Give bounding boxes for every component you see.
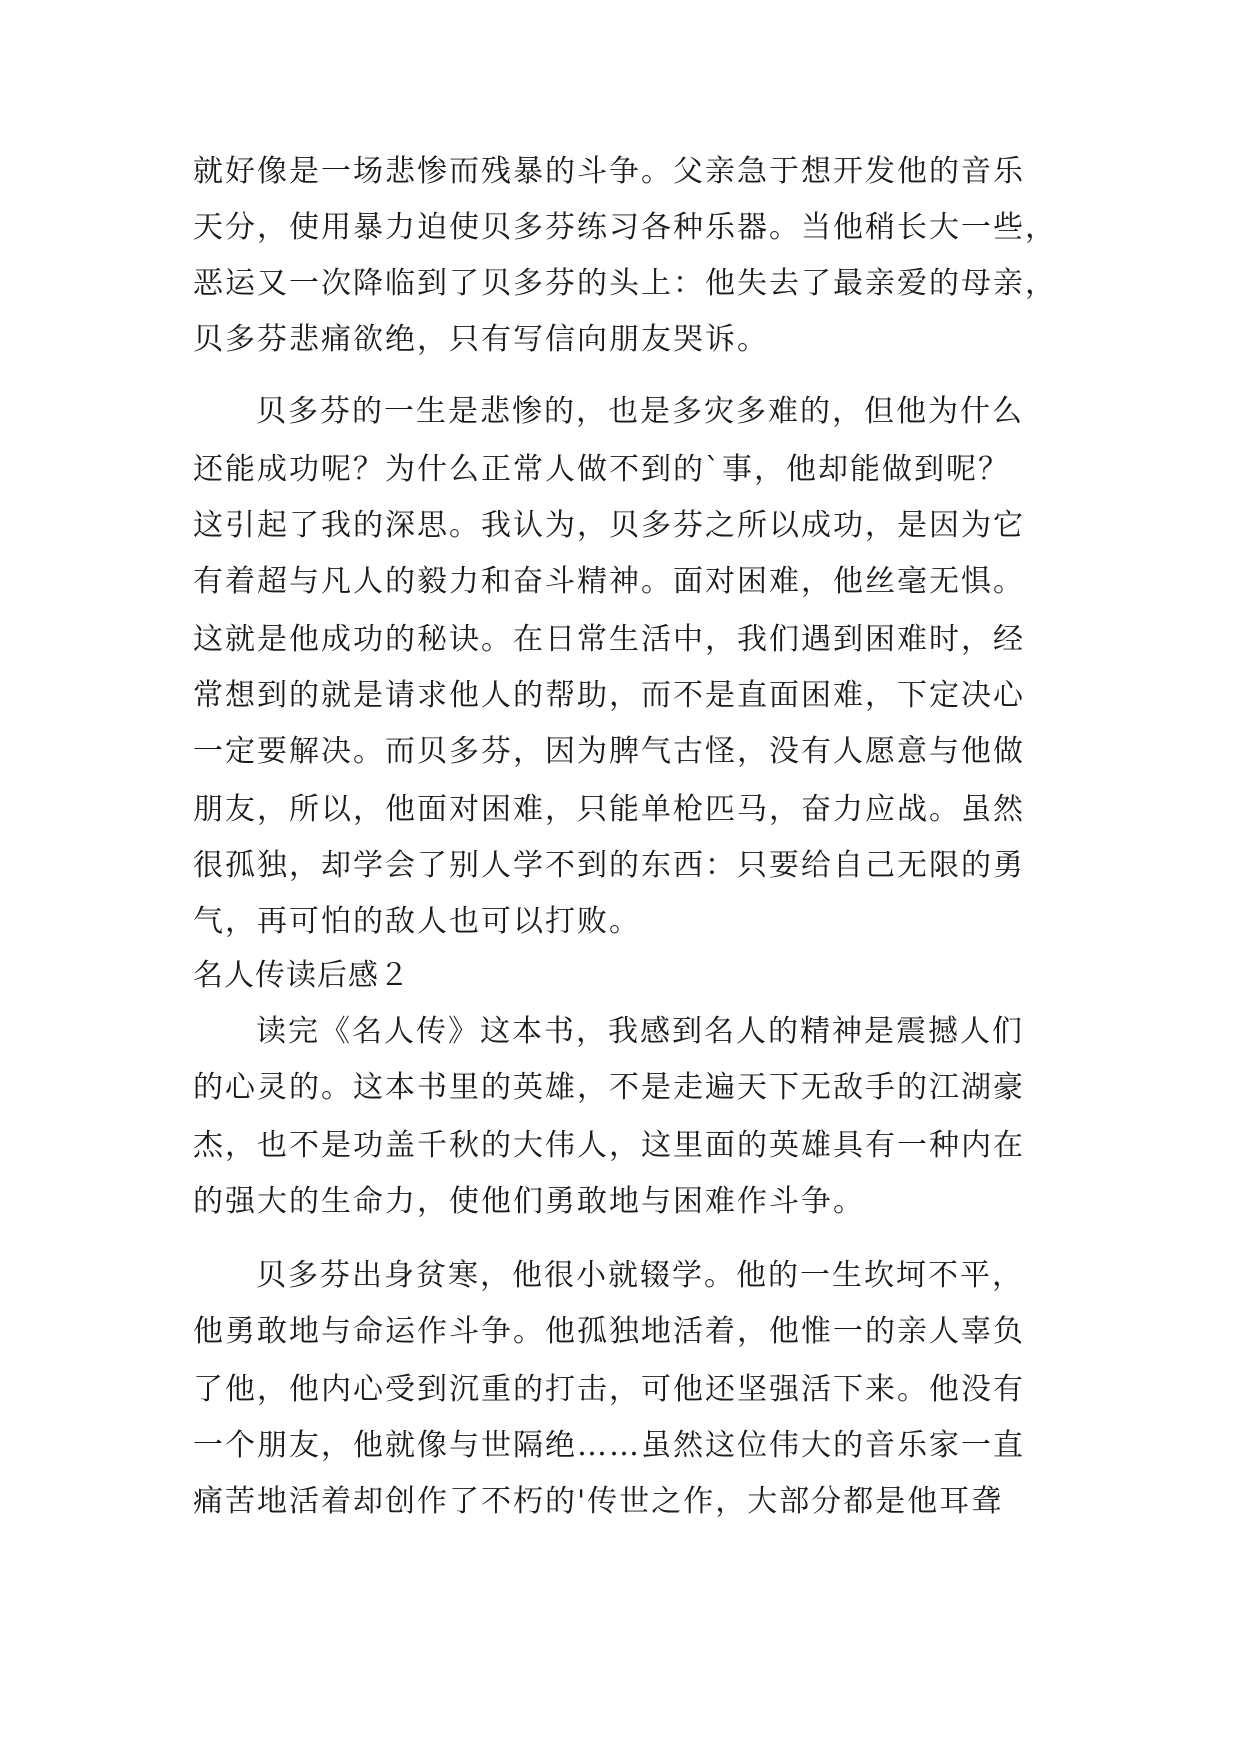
text-line: 气，再可怕的敌人也可以打败。 (193, 904, 641, 939)
text-line: 痛苦地活着却创作了不朽的'传世之作，大部分都是他耳聋 (193, 1484, 1004, 1519)
text-line: 杰，也不是功盖千秋的大伟人，这里面的英雄具有一种内在 (193, 1128, 1025, 1163)
text-line: 天分，使用暴力迫使贝多芬练习各种乐器。当他稍长大一些， (193, 210, 1057, 245)
text-line: 还能成功呢？为什么正常人做不到的`事，他却能做到呢？ (193, 452, 1010, 487)
text-line: 一定要解决。而贝多芬，因为脾气古怪，没有人愿意与他做 (193, 734, 1025, 769)
text-line: 恶运又一次降临到了贝多芬的头上：他失去了最亲爱的母亲， (193, 266, 1057, 301)
text-line: 的强大的生命力，使他们勇敢地与困难作斗争。 (193, 1184, 865, 1219)
text-line: 读完《名人传》这本书，我感到名人的精神是震撼人们 (256, 1014, 1024, 1049)
text-line: 一个朋友，他就像与世隔绝……虽然这位伟大的音乐家一直 (193, 1428, 1025, 1463)
section-heading: 名人传读后感２ (193, 958, 410, 993)
text-line: 了他，他内心受到沉重的打击，可他还坚强活下来。他没有 (193, 1372, 1025, 1407)
text-line: 的心灵的。这本书里的英雄，不是走遍天下无敌手的江湖豪 (193, 1070, 1025, 1105)
text-line: 贝多芬的一生是悲惨的，也是多灾多难的，但他为什么 (256, 394, 1024, 429)
text-line: 就好像是一场悲惨而残暴的斗争。父亲急于想开发他的音乐 (193, 154, 1025, 189)
text-line: 贝多芬悲痛欲绝，只有写信向朋友哭诉。 (193, 322, 769, 357)
text-line: 朋友，所以，他面对困难，只能单枪匹马，奋力应战。虽然 (193, 792, 1025, 827)
text-line: 他勇敢地与命运作斗争。他孤独地活着，他惟一的亲人辜负 (193, 1314, 1025, 1349)
text-line: 很孤独，却学会了别人学不到的东西：只要给自己无限的勇 (193, 848, 1025, 883)
text-line: 贝多芬出身贫寒，他很小就辍学。他的一生坎坷不平， (256, 1258, 1024, 1293)
text-line: 这引起了我的深思。我认为，贝多芬之所以成功，是因为它 (193, 508, 1025, 543)
text-line: 常想到的就是请求他人的帮助，而不是直面困难，下定决心 (193, 678, 1025, 713)
text-line: 有着超与凡人的毅力和奋斗精神。面对困难，他丝毫无惧。 (193, 564, 1025, 599)
text-line: 这就是他成功的秘诀。在日常生活中，我们遇到困难时，经 (193, 622, 1025, 657)
